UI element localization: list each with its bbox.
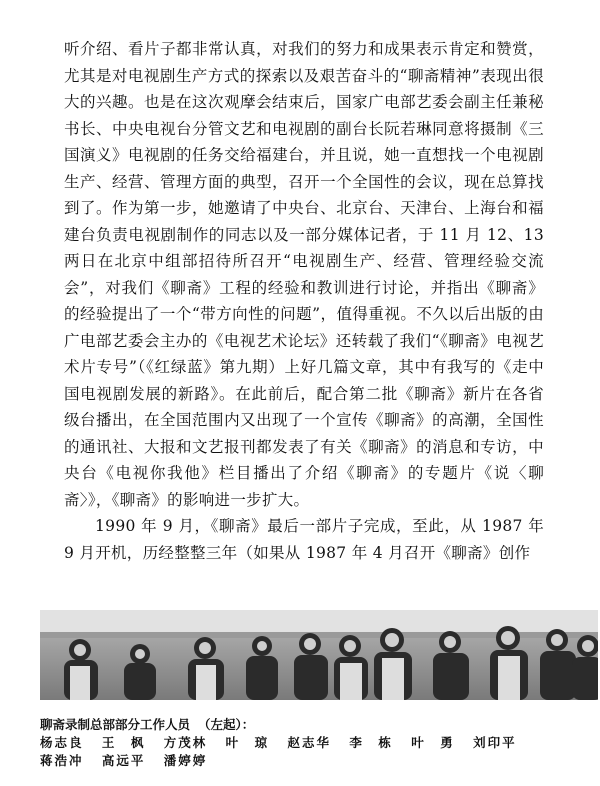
caption-name: 高远平 [101, 753, 146, 768]
caption-name: 王 枫 [101, 735, 146, 750]
caption-name: 方茂林 [163, 735, 208, 750]
photo-caption [40, 716, 580, 770]
caption-name: 李 栋 [349, 735, 393, 750]
group-photo [40, 610, 598, 700]
caption-side-note: （左起）： [198, 717, 255, 732]
caption-name: 叶 琼 [225, 735, 270, 750]
caption-name: 杨志良 [40, 735, 84, 750]
caption-names-row-2 [40, 752, 580, 770]
caption-title-row [40, 716, 580, 734]
paragraph-1: 听介绍、看片子都非常认真，对我们的努力和成果表示肯定和赞赏，尤其是对电视剧生产方式的探索以及艰苦奋斗的“聊斋精神”表现出很大的兴趣。也是在这次观摩会结束后，国家广电部艺委会副主任兼秘书长、中央电视台分管文艺和电视剧的副台长阮若琳同意将摄制《三国演义》电视剧的任务交给福建台，并且说，她一直想找一个电视剧生产、经营、管理方面的典型，召开一个全国性的会议，现在总算找到了。作为第一步，她邀请了中央台、北京台、天津台、上海台和福建台负责电视剧制作的同志以及一部分媒体记者，于 11 月 12、13 两日在北京中组部招待所召开“电视剧生产、经营、管理经验交流会”，对我们《聊斋》工程的经验和教训进行讨论，并指出《聊斋》的经验提出了一个“带方向性的问题”，值得重视。不久以后出版的由广电部艺委会主办的《电视艺术论坛》还转载了我们“《聊斋》电视艺术片专号”（《红绿蓝》第九期）上好几篇文章，其中有我写的《走中国电视剧发展的新路》。在此前后，配合第二批《聊斋》新片在各省级台播出，在全国范围内又出现了一个宣传《聊斋》的高潮，全国性的通讯社、大报和文艺报刊都发表了有关《聊斋》的消息和专访，中央台《电视你我他》栏目播出了介绍《聊斋》的专题片《说〈聊斋〉》，《聊斋》的影响进一步扩大。 [64, 40, 544, 509]
caption-name: 潘婷婷 [163, 753, 208, 768]
caption-name: 叶 勇 [411, 735, 455, 750]
caption-name: 赵志华 [287, 735, 332, 750]
caption-name: 蒋浩冲 [40, 753, 84, 768]
paragraph-2: 1990 年 9 月，《聊斋》最后一部片子完成，至此，从 1987 年 9 月开机，历经整整三年（如果从 1987 年 4 月召开《聊斋》创作 [64, 517, 544, 562]
caption-names-row-1 [40, 734, 580, 752]
group-photo-image [40, 610, 598, 700]
caption-name: 刘印平 [473, 735, 517, 750]
caption-title: 聊斋录制总部部分工作人员 [40, 717, 191, 732]
body-text [64, 36, 544, 566]
